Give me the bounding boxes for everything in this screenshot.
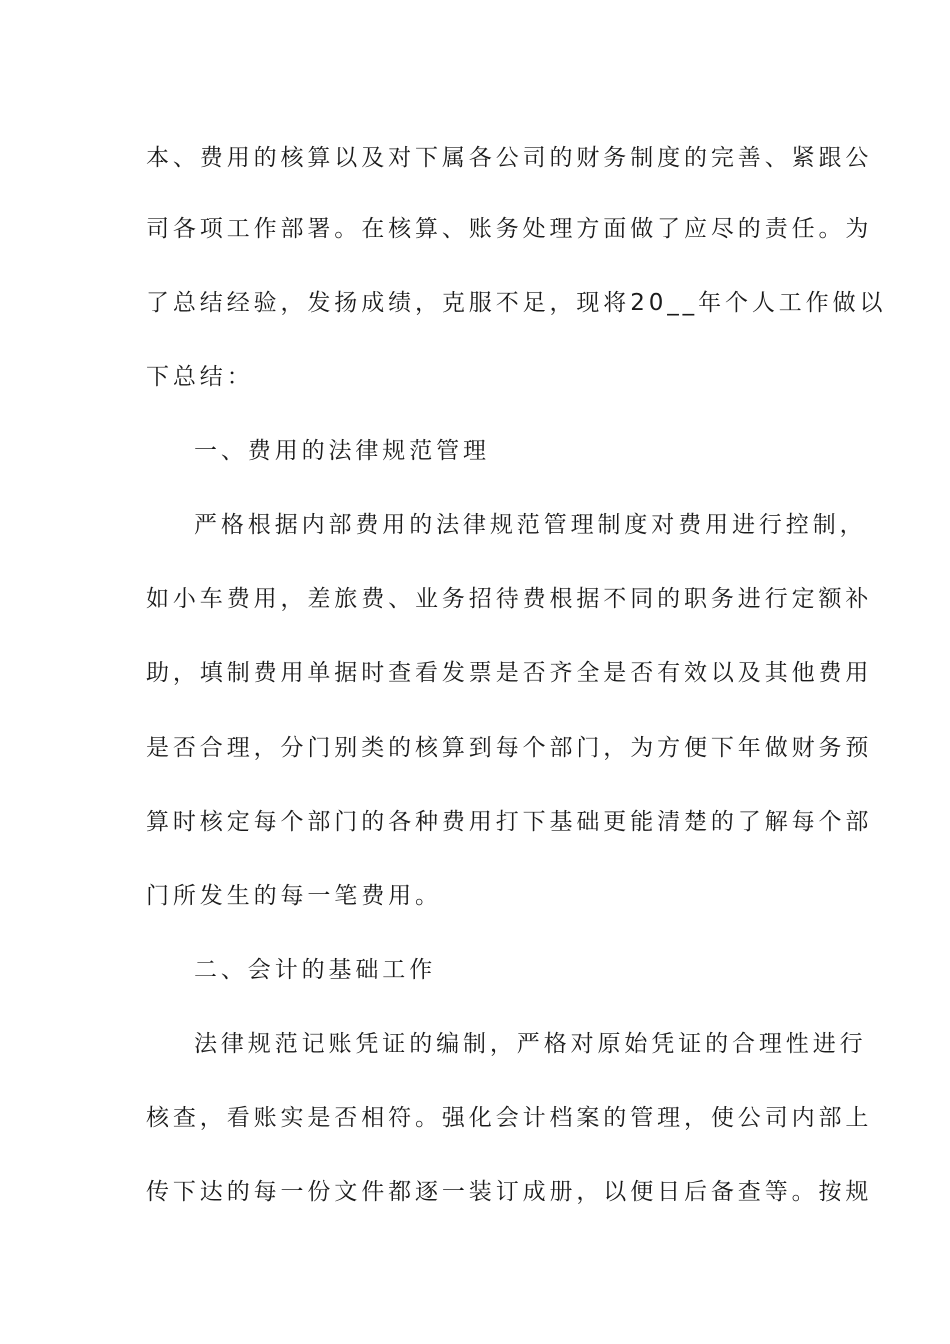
text-line: 下总结： [146, 364, 254, 390]
section-heading: 一、费用的法律规范管理 [194, 438, 490, 464]
text-line: 司各项工作部署。在核算、账务处理方面做了应尽的责任。为 [146, 216, 873, 242]
text-line: 如小车费用，差旅费、业务招待费根据不同的职务进行定额补 [146, 586, 873, 612]
paragraph-start-line: 严格根据内部费用的法律规范管理制度对费用进行控制， [194, 512, 867, 538]
text-line: 本、费用的核算以及对下属各公司的财务制度的完善、紧跟公 [146, 145, 873, 171]
text-line: 核查，看账实是否相符。强化会计档案的管理，使公司内部上 [146, 1105, 873, 1131]
text-line: 算时核定每个部门的各种费用打下基础更能清楚的了解每个部 [146, 809, 873, 835]
text-line: 助，填制费用单据时查看发票是否齐全是否有效以及其他费用 [146, 660, 873, 686]
text-line: 门所发生的每一笔费用。 [146, 883, 442, 909]
text-line: 了总结经验，发扬成绩，克服不足，现将20__年个人工作做以 [146, 290, 887, 316]
paragraph-start-line: 法律规范记账凭证的编制，严格对原始凭证的合理性进行 [194, 1031, 867, 1057]
text-line: 传下达的每一份文件都逐一装订成册，以便日后备查等。按规 [146, 1179, 873, 1205]
section-heading: 二、会计的基础工作 [194, 957, 437, 983]
text-line: 是否合理，分门别类的核算到每个部门，为方便下年做财务预 [146, 735, 873, 761]
